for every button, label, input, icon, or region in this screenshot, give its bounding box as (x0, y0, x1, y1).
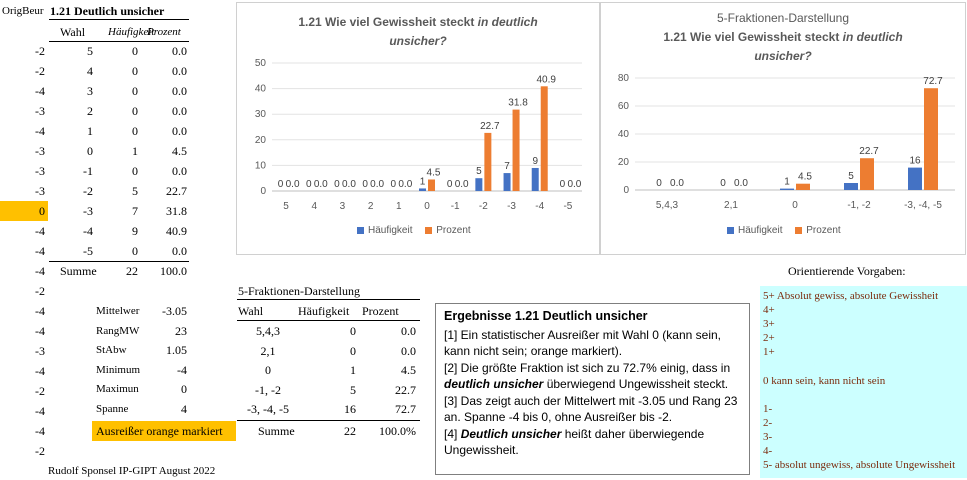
hdr-prozent: Prozent (147, 26, 181, 38)
data-label-prozent: 40.9 (536, 74, 556, 86)
x-tick-label: 5,4,3 (655, 200, 679, 211)
summe-label: Summe (60, 264, 97, 278)
ausreisser-note (92, 421, 236, 441)
stat-label: Minimum (96, 363, 141, 376)
five-prozent-value: 22.7 (395, 382, 416, 397)
five-summe-haeufigkeit: 22 (344, 424, 356, 438)
bar-prozent (541, 86, 548, 191)
orig-value: -4 (35, 224, 45, 238)
haeufigkeit-value: 0 (132, 44, 138, 58)
x-tick-label: 0 (792, 200, 798, 211)
stat-value: 0 (181, 382, 187, 396)
wahl-value: 4 (87, 64, 93, 78)
y-tick-label: 10 (254, 160, 266, 172)
vorgaben-line: 3+ (763, 318, 775, 331)
x-tick-label: 2 (367, 201, 374, 212)
y-tick-label: 40 (617, 129, 629, 140)
x-tick-label: -1, -2 (847, 200, 871, 211)
prozent-value: 0.0 (172, 44, 187, 58)
ergebnisse-textbox (435, 303, 750, 475)
y-tick-label: 40 (254, 83, 266, 95)
prozent-value: 31.8 (166, 204, 187, 218)
data-label-haeufigkeit: 16 (909, 155, 921, 167)
data-label-prozent: 0.0 (313, 179, 328, 190)
x-tick-label: 1 (396, 201, 402, 212)
ergebnisse-p3: [3] Das zeigt auch der Mittelwert mit -3.05 und Rang 23 an. Spanne -4 bis 0, ohne Ausreißer bis -2. (444, 393, 738, 424)
five-wahl-value: 0 (265, 363, 271, 377)
five-prozent-value: 4.5 (401, 363, 416, 377)
y-tick-label: 50 (254, 58, 266, 69)
orig-value: -4 (35, 424, 45, 438)
chart1-plot (237, 3, 599, 254)
x-tick-label: -3 (507, 201, 516, 212)
haeufigkeit-value: 7 (132, 204, 138, 218)
five-prozent-value: 0.0 (401, 324, 416, 338)
chart-frequency-11 (236, 2, 600, 255)
data-label-prozent: 4.5 (426, 167, 441, 179)
bar-prozent (484, 133, 491, 191)
wahl-value: 2 (87, 104, 93, 118)
bar-haeufigkeit (504, 173, 511, 191)
ausreisser-label: Ausreißer orange markiert (96, 424, 223, 438)
stat-label: RangMW (96, 324, 140, 337)
data-label-prozent: 0.0 (342, 179, 356, 190)
bar-prozent (428, 179, 435, 191)
orig-value: -4 (35, 364, 45, 378)
data-label-haeufigkeit: 0 (720, 178, 726, 189)
bar-haeufigkeit (780, 189, 794, 190)
stat-value: 4 (181, 401, 187, 416)
data-label-prozent: 0.0 (370, 179, 385, 190)
x-tick-label: -3, -4, -5 (904, 200, 942, 211)
five-haeufigkeit-value: 0 (350, 343, 356, 358)
ergebnisse-p4: [4] Deutlich unsicher heißt daher überwiegende Ungewissheit. (444, 426, 705, 457)
ergebnisse-title: Ergebnisse 1.21 Deutlich unsicher (444, 309, 648, 323)
five-haeufigkeit-value: 16 (344, 402, 356, 416)
vorgaben-line: 0 kann sein, kann nicht sein (763, 374, 886, 387)
prozent-value: 0.0 (172, 104, 187, 118)
data-label-prozent: 22.7 (859, 146, 879, 158)
orig-value: -2 (35, 64, 45, 78)
wahl-value: -4 (83, 224, 93, 238)
x-tick-label: 3 (339, 201, 346, 212)
bar-haeufigkeit (475, 178, 482, 191)
data-label-prozent: 0.0 (567, 179, 582, 190)
haeufigkeit-value: 0 (132, 84, 138, 98)
prozent-value: 0.0 (172, 84, 187, 98)
orig-value: -2 (35, 384, 45, 398)
x-tick-label: -1 (450, 201, 460, 212)
orig-value: -4 (35, 84, 45, 98)
wahl-value: 3 (87, 84, 93, 98)
five-prozent-value: 0.0 (401, 343, 416, 358)
orig-value: -4 (35, 404, 45, 418)
data-label-haeufigkeit: 0 (334, 179, 340, 190)
haeufigkeit-value: 1 (132, 144, 138, 158)
prozent-value: 22.7 (166, 184, 187, 198)
vorgaben-title: Orientierende Vorgaben: (788, 264, 906, 278)
orig-value: -4 (35, 244, 45, 258)
bar-haeufigkeit (844, 183, 858, 190)
wahl-value: -5 (83, 244, 93, 258)
stat-value: 1.05 (166, 343, 187, 357)
hdr-haeufigkeit: Häufigkeit (108, 26, 155, 38)
five-wahl-value: 2,1 (260, 343, 276, 358)
data-label-prozent: 4.5 (798, 171, 812, 183)
data-label-haeufigkeit: 5 (476, 166, 482, 178)
data-label-haeufigkeit: 0 (656, 178, 662, 189)
y-tick-label: 60 (617, 101, 629, 112)
vorgaben-line: 4- (763, 445, 773, 458)
wahl-value: 0 (87, 144, 93, 158)
wahl-value: 5 (87, 44, 93, 58)
data-label-haeufigkeit: 0 (559, 179, 566, 190)
y-tick-label: 80 (617, 73, 629, 84)
data-label-haeufigkeit: 0 (362, 179, 368, 190)
five-prozent-value: 72.7 (395, 402, 416, 416)
data-label-prozent: 0.0 (670, 178, 684, 189)
y-tick-label: 30 (254, 109, 266, 121)
bar-haeufigkeit (908, 168, 922, 190)
bar-haeufigkeit (532, 168, 539, 191)
haeufigkeit-value: 0 (132, 124, 138, 138)
footer-credit: Rudolf Sponsel IP-GIPT August 2022 (48, 465, 216, 477)
vorgaben-line: 1+ (763, 346, 775, 359)
wahl-value: -2 (83, 184, 93, 198)
orig-value: -3 (35, 144, 45, 158)
vorgaben-box (760, 286, 967, 478)
y-tick-label: 0 (623, 185, 629, 196)
bar-prozent (796, 184, 810, 190)
stat-value: -3.05 (162, 304, 187, 318)
orig-value: -3 (35, 344, 45, 358)
stat-label: Spanne (96, 402, 129, 415)
hdr-wahl: Wahl (60, 25, 86, 39)
chart1-title: 1.21 Wie viel Gewissheit steckt in deutlich unsicher? (298, 15, 538, 48)
y-tick-label: 20 (254, 134, 266, 146)
five-summe-prozent: 100.0% (379, 424, 416, 438)
data-label-haeufigkeit: 9 (532, 155, 539, 167)
x-tick-label: -2 (478, 201, 488, 212)
five-summe-label: Summe (258, 424, 295, 438)
five-wahl-value: 5,4,3 (256, 324, 280, 338)
vorgaben-line: 3- (763, 431, 773, 443)
x-tick-label: -4 (535, 201, 545, 212)
haeufigkeit-value: 5 (132, 184, 138, 198)
orig-value: -2 (35, 44, 45, 58)
five-title: 5-Fraktionen-Darstellung (238, 284, 360, 298)
orig-value: 0 (39, 204, 45, 218)
haeufigkeit-value: 0 (132, 104, 138, 118)
orig-value: -2 (35, 444, 45, 458)
data-label-haeufigkeit: 0 (390, 179, 397, 190)
five-wahl-value: -1, -2 (255, 382, 281, 397)
y-tick-label: 0 (260, 186, 266, 197)
y-tick-label: 20 (617, 157, 629, 168)
stat-label: Mittelwer (96, 305, 140, 317)
vorgaben-line: 1- (763, 402, 773, 415)
five-haeufigkeit-value: 5 (350, 382, 356, 397)
five-hdr-wahl: Wahl (238, 304, 264, 318)
orig-value: -3 (35, 184, 45, 198)
data-label-haeufigkeit: 0 (277, 179, 284, 190)
orig-value: -4 (35, 324, 45, 338)
stat-label: Maximun (96, 383, 139, 395)
wahl-value: -3 (83, 204, 93, 218)
data-label-haeufigkeit: 0 (305, 179, 312, 190)
chart2-title: 1.21 Wie viel Gewissheit steckt in deutlich unsicher? (663, 30, 903, 63)
x-tick-label: 0 (424, 201, 430, 212)
haeufigkeit-value: 0 (132, 64, 138, 78)
data-label-haeufigkeit: 5 (848, 171, 854, 182)
summe-prozent: 100.0 (160, 264, 187, 278)
bar-haeufigkeit (419, 188, 426, 191)
data-label-haeufigkeit: 1 (784, 176, 790, 188)
vorgaben-line: 5+ Absolut gewiss, absolute Gewissheit (763, 290, 939, 302)
data-label-prozent: 0.0 (285, 179, 300, 190)
vorgaben-line: 5- absolut ungewiss, absolute Ungewissheit (763, 459, 956, 472)
five-wahl-value: -3, -4, -5 (247, 402, 289, 416)
five-hdr-haeufigkeit: Häufigkeit (298, 304, 350, 318)
prozent-value: 0.0 (172, 64, 187, 78)
x-tick-label: 4 (311, 201, 318, 212)
bar-prozent (513, 110, 520, 191)
orig-value: -2 (35, 284, 45, 298)
vorgaben-line: 4+ (763, 304, 775, 317)
orig-value: -3 (35, 104, 45, 118)
vorgaben-line: 2- (763, 416, 773, 429)
table-title: 1.21 Deutlich unsicher (50, 4, 165, 18)
data-label-prozent: 72.7 (923, 76, 943, 88)
data-label-prozent: 31.8 (508, 97, 528, 109)
orig-value: -4 (35, 124, 45, 138)
prozent-value: 40.9 (166, 224, 187, 238)
chart2-subtitle: 5-Fraktionen-Darstellung (716, 11, 850, 25)
five-hdr-prozent: Prozent (362, 304, 399, 318)
ergebnisse-p1: [1] Ein statistischer Ausreißer mit Wahl 0 (kann sein, kann nicht sein; orange markiert). (444, 327, 721, 358)
chart-five-fractions (600, 2, 966, 255)
bar-prozent (924, 88, 938, 190)
wahl-value: 1 (87, 124, 93, 138)
prozent-value: 0.0 (172, 244, 187, 258)
data-label-haeufigkeit: 0 (446, 179, 453, 190)
chart2-plot (601, 3, 965, 254)
stat-value: 23 (175, 323, 187, 338)
data-label-prozent: 0.0 (398, 179, 413, 190)
five-haeufigkeit-value: 1 (350, 363, 356, 377)
origbeur-header: OrigBeur (2, 5, 44, 17)
bar-prozent (860, 158, 874, 190)
x-tick-label: 2,1 (724, 200, 738, 211)
data-label-prozent: 22.7 (480, 120, 500, 132)
prozent-value: 0.0 (172, 124, 187, 138)
five-haeufigkeit-value: 0 (350, 324, 356, 338)
haeufigkeit-value: 9 (132, 224, 138, 238)
data-label-prozent: 0.0 (454, 179, 469, 190)
data-label-haeufigkeit: 1 (419, 176, 426, 188)
wahl-value: -1 (83, 164, 93, 178)
summe-haeufigkeit: 22 (126, 264, 138, 278)
haeufigkeit-value: 0 (132, 164, 138, 178)
orig-value: -4 (35, 304, 45, 318)
vorgaben-line: 2+ (763, 332, 775, 345)
prozent-value: 4.5 (172, 144, 187, 158)
data-label-prozent: 0.0 (734, 178, 748, 189)
haeufigkeit-value: 0 (132, 244, 138, 258)
data-label-haeufigkeit: 7 (504, 161, 510, 173)
prozent-value: 0.0 (172, 164, 187, 178)
stat-label: StAbw (96, 344, 127, 356)
chart2-legend: Häufigkeit Prozent (727, 225, 841, 236)
orig-value: -3 (35, 164, 45, 178)
chart1-legend: Häufigkeit Prozent (357, 225, 471, 236)
summe-orig: -4 (35, 264, 45, 278)
x-tick-label: -5 (563, 201, 573, 212)
x-tick-label: 5 (283, 201, 289, 212)
stat-value: -4 (177, 362, 187, 377)
ergebnisse-p2: [2] Die größte Fraktion ist sich zu 72.7% einig, dass in deutlich unsicher überwiegend Ungewissheit steckt. (444, 360, 731, 391)
